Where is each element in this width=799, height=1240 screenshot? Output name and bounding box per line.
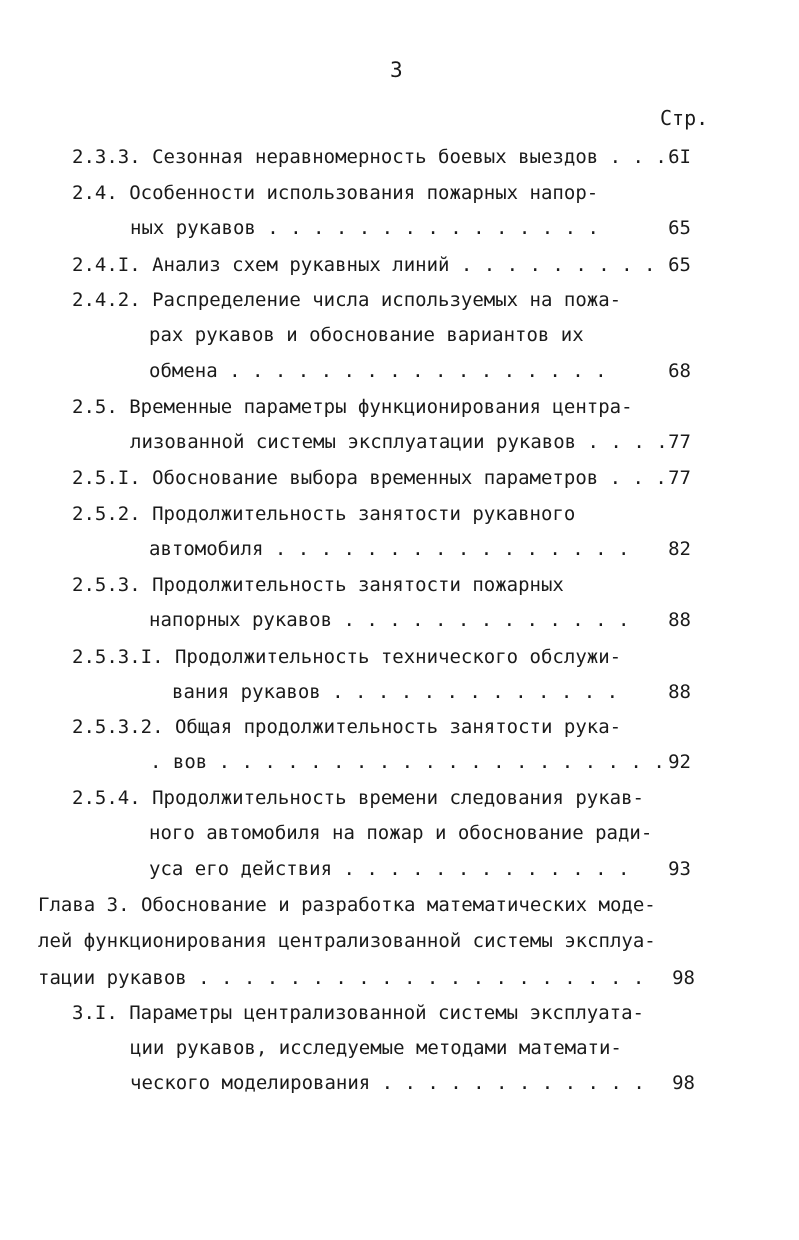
toc-entry-text: 2.5.3.I. Продолжительность технического обслужи-	[72, 646, 622, 668]
toc-entry-text: тации рукавов . . . . . . . . . . . . . . . . . . . .	[38, 967, 645, 989]
toc-entry-page: 68	[668, 360, 691, 382]
toc-entry-page: 6I	[668, 146, 691, 168]
toc-entry-text: 2.5.4. Продолжительность времени следования рукав-	[72, 787, 644, 809]
toc-entry-text: ного автомобиля на пожар и обоснование ради-	[149, 822, 653, 844]
pages-column-header: Стр.	[660, 106, 709, 130]
toc-entry-text: ческого моделирования . . . . . . . . . . . .	[130, 1072, 645, 1094]
toc-entry-text: 2.5.I. Обоснование выбора временных параметров . . .	[72, 467, 667, 489]
toc-entry-text: . вов . . . . . . . . . . . . . . . . . . . .	[150, 751, 665, 773]
toc-entry-text: 2.5.2. Продолжительность занятости рукавного	[72, 503, 576, 525]
toc-entry-text: ции рукавов, исследуемые методами математи-	[130, 1037, 622, 1059]
toc-entry-text: 2.3.3. Сезонная неравномерность боевых выездов . . .	[72, 146, 667, 168]
toc-entry-text: лей функционирования централизованной системы эксплуа-	[38, 930, 656, 952]
page-number: 3	[390, 58, 403, 82]
toc-entry-text: 2.4.I. Анализ схем рукавных линий . . . . . . . . .	[72, 254, 656, 276]
toc-entry-page: 65	[668, 217, 691, 239]
toc-entry-page: 82	[668, 538, 691, 560]
toc-entry-text: вания рукавов . . . . . . . . . . . . .	[172, 681, 619, 703]
toc-entry-text: 2.5. Временные параметры функционирования центра-	[72, 396, 633, 418]
toc-entry-text: 2.5.3. Продолжительность занятости пожарных	[72, 574, 564, 596]
toc-entry-page: 92	[668, 751, 691, 773]
toc-entry-text: 3.I. Параметры централизованной системы эксплуата-	[72, 1002, 644, 1024]
toc-entry-text: лизованной системы эксплуатации рукавов . . . .	[130, 431, 668, 453]
toc-entry-text: 2.4.2. Распределение числа используемых на пожа-	[72, 289, 622, 311]
toc-entry-text: напорных рукавов . . . . . . . . . . . . .	[149, 609, 630, 631]
toc-entry-text: 2.4. Особенности использования пожарных напор-	[72, 182, 599, 204]
toc-entry-page: 77	[668, 467, 691, 489]
toc-entry-text: ных рукавов . . . . . . . . . . . . . . .	[130, 217, 599, 239]
toc-entry-page: 88	[668, 609, 691, 631]
toc-entry-text: обмена . . . . . . . . . . . . . . . . .	[149, 360, 607, 382]
toc-entry-page: 65	[668, 254, 691, 276]
toc-entry-text: рах рукавов и обоснование вариантов их	[149, 324, 584, 346]
toc-entry-text: Глава 3. Обоснование и разработка математических моде-	[38, 894, 656, 916]
toc-entry-text: автомобиля . . . . . . . . . . . . . . . .	[149, 538, 630, 560]
toc-entry-text: 2.5.3.2. Общая продолжительность занятости рука-	[72, 716, 622, 738]
toc-entry-page: 88	[668, 681, 691, 703]
toc-entry-page: 98	[672, 967, 695, 989]
toc-entry-page: 77	[668, 431, 691, 453]
toc-entry-page: 93	[668, 858, 691, 880]
toc-entry-text: уса его действия . . . . . . . . . . . . .	[149, 858, 630, 880]
toc-entry-page: 98	[672, 1072, 695, 1094]
